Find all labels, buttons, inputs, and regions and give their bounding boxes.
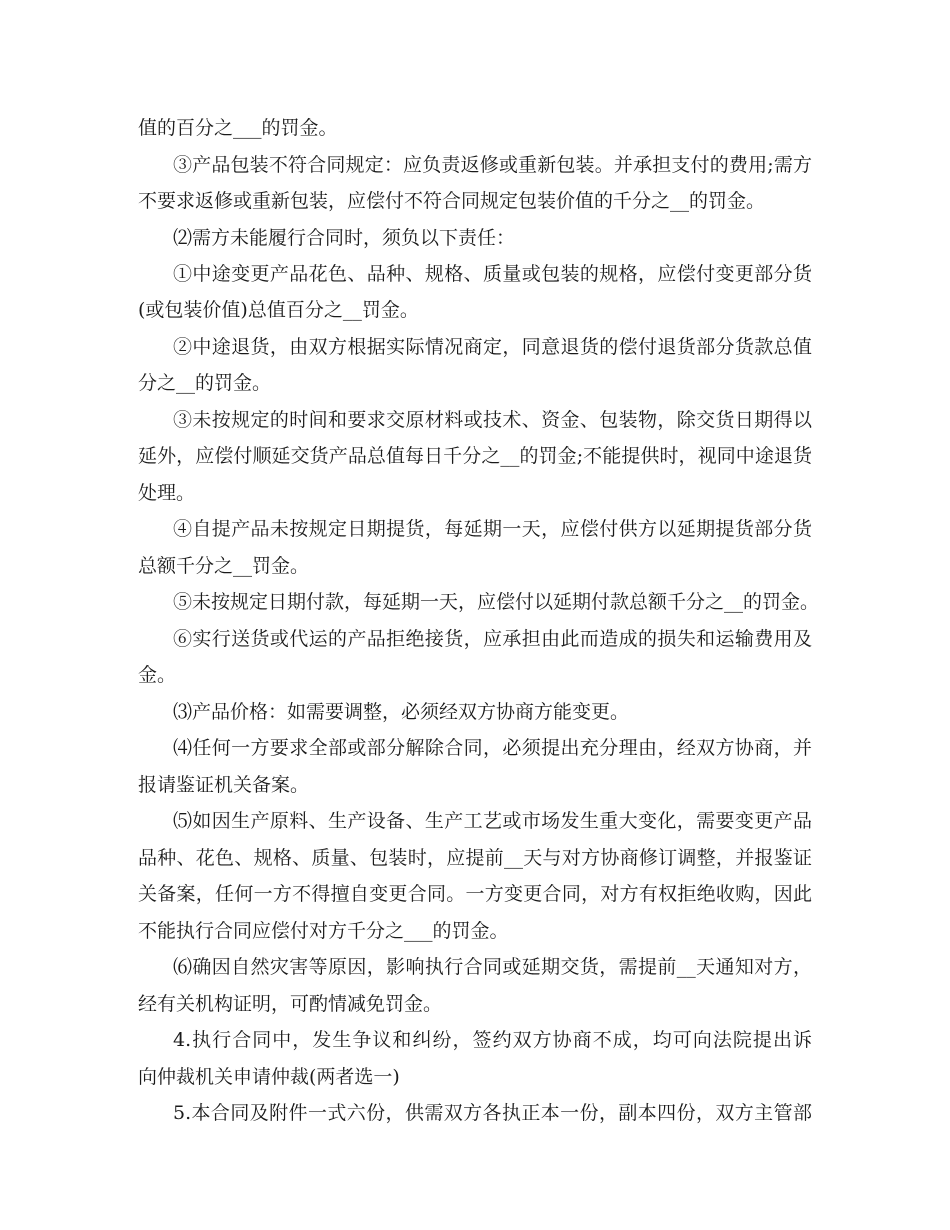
text-line: 关备案，任何一方不得擅自变更合同。一方变更合同，对方有权拒绝收购，因此 [138, 883, 812, 905]
text-line: 分之__的罚金。 [138, 372, 272, 394]
text-line: ⑹确因自然灾害等原因，影响执行合同或延期交货，需提前__天通知对方， [173, 956, 812, 978]
text-line: ②中途退货，由双方根据实际情况商定，同意退货的偿付退货部分货款总值 [173, 336, 812, 358]
text-line: ⑵需方未能履行合同时，须负以下责任： [173, 227, 516, 249]
text-line: ⑤未按规定日期付款，每延期一天，应偿付以延期付款总额千分之__的罚金。 [173, 591, 820, 613]
text-line: ①中途变更产品花色、品种、规格、质量或包装的规格，应偿付变更部分货 [173, 263, 812, 285]
text-line: 5.本合同及附件一式六份，供需双方各执正本一份，副本四份，双方主管部 [173, 1102, 812, 1124]
text-line: (或包装价值)总值百分之__罚金。 [138, 299, 419, 321]
text-line: 不要求返修或重新包装，应偿付不符合同规定包装价值的千分之__的罚金。 [138, 190, 766, 212]
text-line: 报请鉴证机关备案。 [138, 774, 310, 796]
text-line: ⑶产品价格：如需要调整，必须经双方协商方能变更。 [173, 701, 630, 723]
text-line: ③未按规定的时间和要求交原材料或技术、资金、包装物，除交货日期得以 [173, 409, 812, 431]
text-line: 值的百分之___的罚金。 [138, 117, 338, 139]
text-line: 金。 [138, 664, 177, 686]
text-line: ⑷任何一方要求全部或部分解除合同，必须提出充分理由，经双方协商，并 [173, 737, 812, 759]
text-line: 处理。 [138, 482, 196, 504]
text-line: 延外，应偿付顺延交货产品总值每日千分之__的罚金;不能提供时，视同中途退货 [138, 445, 812, 467]
text-line: ④自提产品未按规定日期提货，每延期一天，应偿付供方以延期提货部分货 [173, 518, 812, 540]
text-line: ③产品包装不符合同规定：应负责返修或重新包装。并承担支付的费用;需方 [173, 154, 812, 176]
text-line: ⑥实行送货或代运的产品拒绝接货，应承担由此而造成的损失和运输费用及 [173, 628, 812, 650]
text-line: 向仲裁机关申请仲裁(两者选一) [138, 1066, 400, 1088]
text-line: 不能执行合同应偿付对方千分之___的罚金。 [138, 920, 509, 942]
text-line: ⑸如因生产原料、生产设备、生产工艺或市场发生重大变化，需要变更产品 [173, 810, 812, 832]
text-line: 4.执行合同中，发生争议和纠纷，签约双方协商不成，均可向法院提出诉 [173, 1029, 812, 1051]
text-line: 品种、花色、规格、质量、包装时，应提前__天与对方协商修订调整，并报鉴证 [138, 847, 812, 869]
text-line: 经有关机构证明，可酌情减免罚金。 [138, 993, 443, 1015]
text-line: 总额千分之__罚金。 [138, 555, 310, 577]
